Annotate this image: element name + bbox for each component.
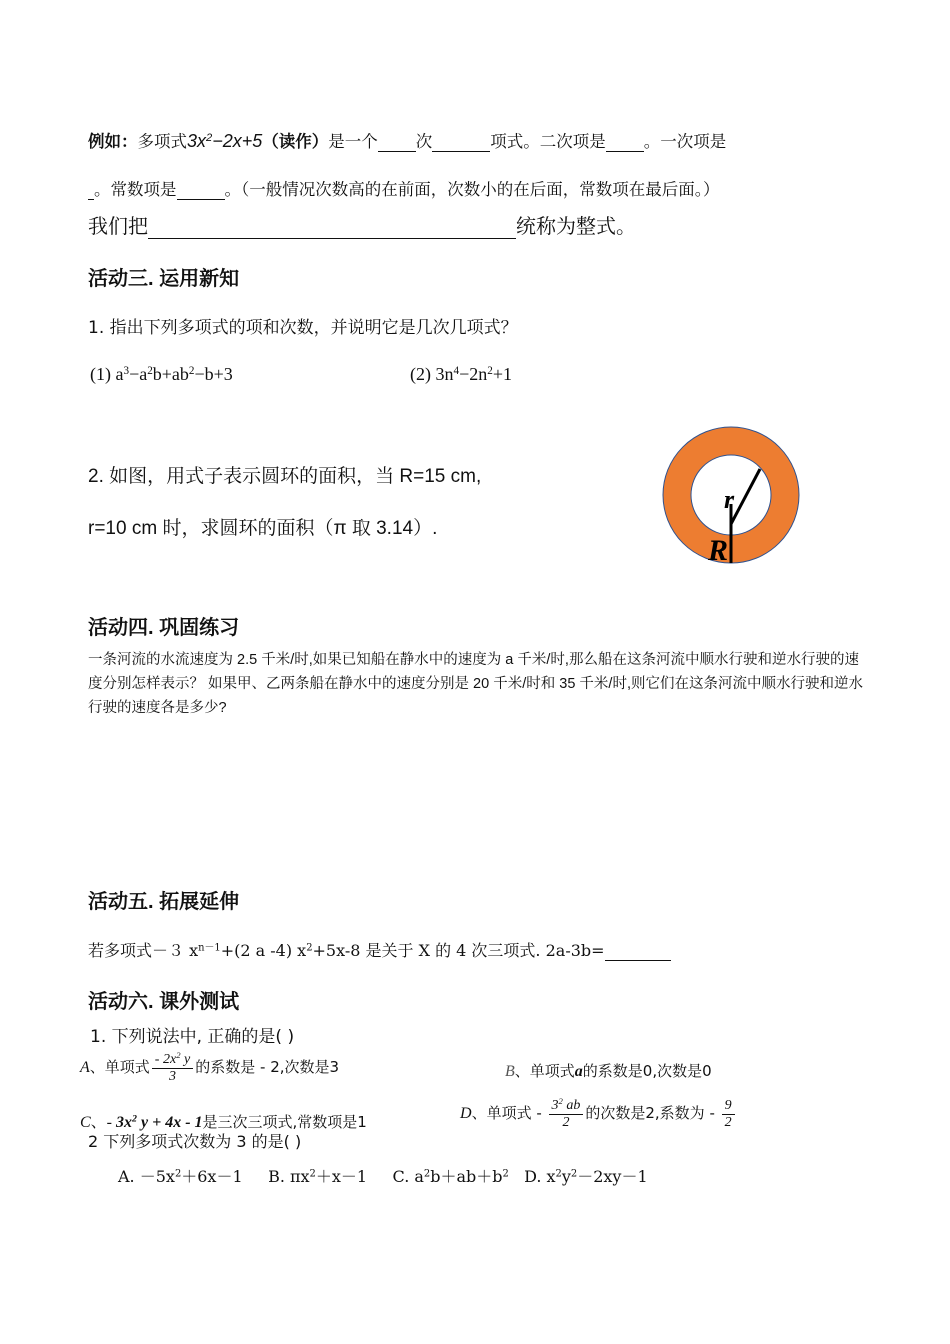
fraction-A: $\frac{- 2x^2 y}{3}$ [152, 1052, 193, 1085]
activity-6-heading: 活动六. 课外测试 [88, 991, 240, 1013]
activity-3-question-2-line-1: 2. 如图，用式子表示圆环的面积，当 R=15 cm, [88, 466, 482, 487]
activity-3-question-1: 1. 指出下列多项式的项和次数，并说明它是几次几项式？ [88, 318, 518, 338]
activity-3-heading: 活动三. 运用新知 [88, 268, 240, 290]
blank-integral-expression[interactable] [148, 217, 516, 239]
example-line-2: 。常数项是 。（一般情况次数高的在前面，次数小的在后面，常数项在最后面。） [88, 176, 720, 200]
activity-4-text: 一条河流的水流速度为 2.5 千米/时,如果已知船在静水中的速度为 a 千米/时,那么船在这条河流中顺水行驶和逆水行驶的速度分别怎样表示？ 如果甲、乙两条船在静水中的速度分别是 20 千米/时和 35 千米/时,则它们在这条河流中顺水行驶和逆水行驶的速度各是多少? [88, 652, 863, 716]
annulus-figure [660, 424, 805, 574]
blank-degree[interactable] [378, 134, 416, 152]
q2-option-C[interactable]: C. $a^2b+ab+b^2$ [392, 1167, 509, 1186]
fraction-D1: $\frac{3^2 ab}{2}$ [549, 1098, 584, 1131]
poly-expression: $3x^2-2x+5$ [187, 131, 263, 151]
label-r: r [724, 485, 735, 514]
example-pre: 多项式 [137, 133, 187, 151]
q2-options [118, 1164, 648, 1187]
polynomial-1: (1) $a^3-a^2b+ab^2-b+3$ [90, 364, 233, 384]
option-B[interactable]: B、单项式a的系数是0,次数是0 [505, 1062, 712, 1080]
q2-option-D[interactable]: D. $x^2y^2-2xy-1$ [524, 1167, 648, 1186]
option-D[interactable]: D、单项式 - $\frac{3^2 ab}{2}$ 的次数是2,系数为 - $\frac{9}{2}$ [460, 1098, 737, 1131]
q2-option-A[interactable]: A. $-5x^2+6x-1$ [118, 1167, 243, 1186]
blank-quadratic-term[interactable] [606, 134, 644, 152]
example-line-1: 例如：多项式$3x^2-2x+5$（读作）是一个 次 项式。二次项是 。一次项是 [88, 131, 727, 151]
activity-4-heading: 活动四. 巩固练习 [88, 617, 240, 639]
blank-terms[interactable] [432, 134, 490, 152]
q2-option-B[interactable]: B. $\pi x^2+x-1$ [268, 1167, 368, 1186]
blank-constant-term[interactable] [177, 182, 225, 200]
label-R: R [708, 534, 729, 567]
read-as: （读作） [262, 133, 329, 151]
activity-5-heading: 活动五. 拓展延伸 [88, 891, 240, 913]
activity-6-question-2: 2 下列多项式次数为 3 的是( ) [88, 1132, 302, 1151]
example-label: 例如： [88, 133, 138, 151]
example-line-3: 我们把 统称为整式。 [88, 216, 636, 238]
activity-5-problem: 若多项式－３ $x^{n-1}+(2$ a -4) $x^2+5x-8$ 是关于 X 的 4 次三项式. 2a-3b= [88, 938, 671, 961]
fraction-D2: $\frac{9}{2}$ [722, 1098, 735, 1131]
option-C[interactable]: C、- $3x^2$ y + 4x - 1是三次三项式,常数项是1 [80, 1113, 367, 1131]
activity-6-question-1: 1. 下列说法中, 正确的是( ) [90, 1027, 295, 1047]
blank-2a-3b[interactable] [605, 943, 671, 961]
polynomial-2: (2) $3n^4-2n^2+1$ [410, 364, 512, 384]
activity-3-question-2-line-2: r=10 cm 时，求圆环的面积（π 取 3.14）. [88, 518, 438, 539]
option-A[interactable]: A、单项式 $\frac{- 2x^2 y}{3}$ 的系数是 - 2,次数是3 [80, 1050, 340, 1084]
